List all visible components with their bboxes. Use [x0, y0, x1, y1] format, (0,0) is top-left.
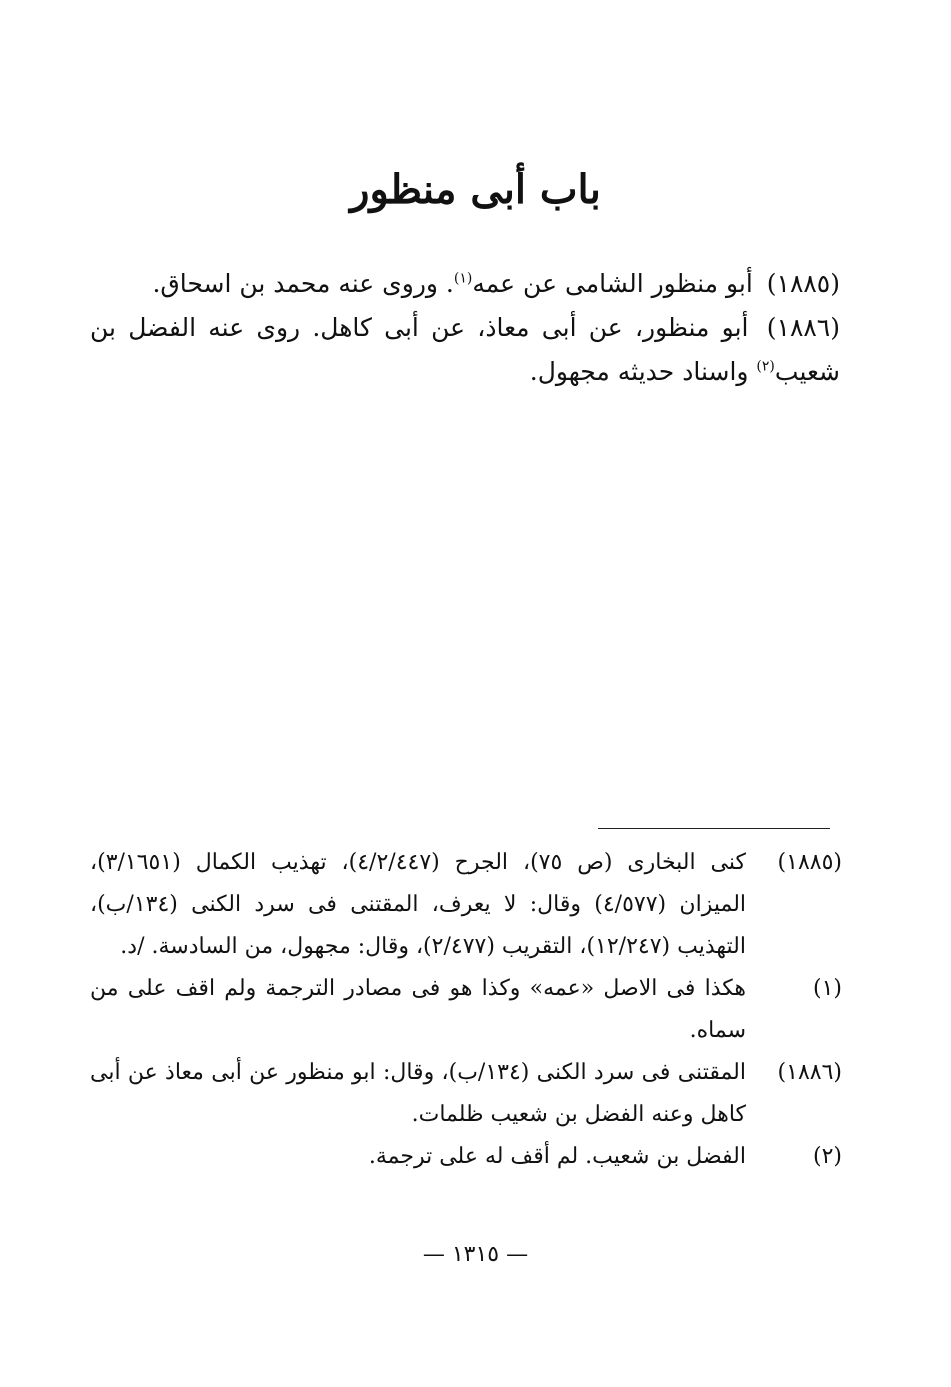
footnote-1: [90, 968, 842, 1052]
entry-number: (١٨٨٥): [766, 269, 840, 298]
footnote-text: كنى البخارى (ص ٧٥)، الجرح (٤/٢/٤٤٧)، تهذيب الكمال (٣/١٦٥١)، الميزان (٤/٥٧٧) وقال: لا يعرف، المقتنى فى سرد الكنى (١٣٤/ب)، التهذيب (١٢/٢٤٧)، التقريب (٢/٤٧٧)، وقال: مجهول، من السادسة. /د.: [90, 850, 747, 959]
main-text: [90, 262, 840, 394]
footnote-text: المقتنى فى سرد الكنى (١٣٤/ب)، وقال: ابو منظور عن أبى معاذ عن أبى كاهل وعنه الفضل بن شعيب ظلمات.: [90, 1060, 746, 1127]
footnote-number: (١٨٨٦): [777, 1060, 842, 1085]
footnote-number: (١): [812, 976, 842, 1001]
footnotes: [90, 842, 842, 1178]
footnote-2: [90, 1136, 842, 1178]
entry-text-continued: واسناد حديثه مجهول.: [529, 357, 757, 386]
entry-1885: [90, 262, 840, 306]
footnote-text: هكذا فى الاصل «عمه» وكذا هو فى مصادر الترجمة ولم اقف على من سماه.: [90, 976, 746, 1043]
footnote-ref: (١): [453, 270, 473, 287]
footnote-divider: [598, 828, 830, 829]
entry-text: أبو منظور الشامى عن عمه: [472, 269, 753, 298]
entry-text-continued: . وروى عنه محمد بن اسحاق.: [152, 269, 454, 298]
footnote-number: (١٨٨٥): [777, 850, 842, 875]
footnote-number: (٢): [812, 1144, 842, 1169]
entry-number: (١٨٨٦): [766, 313, 840, 342]
footnote-1886: [90, 1052, 842, 1136]
footnote-1885: [90, 842, 842, 968]
page-number: — ١٣١٥ —: [422, 1242, 529, 1267]
footnote-ref: (٢): [756, 358, 775, 375]
entry-1886: [90, 306, 840, 394]
entry-text: أبو منظور، عن أبى معاذ، عن أبى كاهل. روى عنه الفضل بن شعيب: [90, 313, 840, 386]
footnote-text: الفضل بن شعيب. لم أقف له على ترجمة.: [368, 1144, 746, 1169]
chapter-title: باب أبى منظور: [350, 166, 601, 213]
